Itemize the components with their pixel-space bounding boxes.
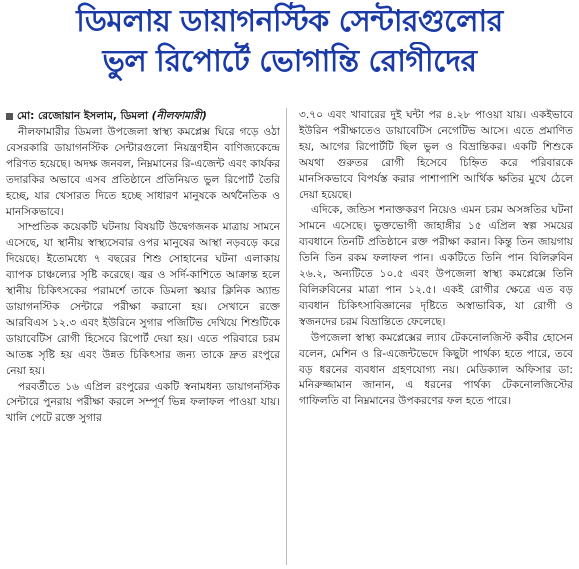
headline (6, 2, 573, 82)
square-bullet-icon (6, 113, 13, 120)
paragraph: পরবর্তীতে ১৬ এপ্রিল রংপুরের একটি স্বনামধন্য ডায়াগনস্টিক সেন্টারে পুনরায় পরীক্ষা করলে সম্পূর্ণ ভিন্ন ফলাফল পাওয়া যায়। খালি পেটে রক্তে সুগার (6, 380, 280, 425)
headline-line-1: ডিমলায় ডায়াগনস্টিক সেন্টারগুলোর (76, 4, 503, 39)
paragraph: ৩.৭০ এবং খাবারের দুই ঘন্টা পর ৪.২৮ পাওয়া যায়। একইভাবে ইউরিন পরীক্ষাতেও ডায়াবেটিস নেগেটিভ আসে। এতে প্রমাণিত হয়, আগের রিপোর্টটি ছিল ভুল ও বিভ্রান্তিকর। একটি শিশুকে অযথা গুরুতর রোগী হিসেবে চিহ্নিত করে পরিবারকে মানসিকভাবে বিপর্যস্ত করার পাশাপাশি আর্থিক ক্ষতির মুখে ঠেলে দেয়া হয়েছে। (299, 109, 573, 201)
headline-line-2: ভুল রিপোর্টে ভোগান্তি রোগীদের (102, 44, 477, 79)
right-column (299, 108, 573, 565)
paragraph: নীলফামারীর ডিমলা উপজেলা স্বাস্থ্য কমপ্লেক্স ঘিরে গড়ে ওঠা বেসরকারি ডায়াগনস্টিক সেন্টারগুলো নিয়ন্ত্রণহীন বাণিজ্যকেন্দ্রে পরিণত হয়েছে। অদক্ষ জনবল, নিম্নমানের রি-এজেন্ট এবং কার্যকর তদারকির অভাবে এসব প্রতিষ্ঠানে প্রতিনিয়ত ভুল রিপোর্ট তৈরি হচ্ছে, যার খেসারত দিতে হচ্ছে সাধারণ মানুষকে অর্থনৈতিক ও মানসিকভাবে। (6, 126, 280, 218)
byline-location: (নীলফামারী) (151, 110, 207, 122)
article-body (6, 108, 573, 565)
byline-author: মো: রেজোয়ান ইসলাম, ডিমলা (17, 110, 149, 122)
paragraph: সাম্প্রতিক কয়েকটি ঘটনায় বিষয়টি উদ্বেগজনক মাত্রায় সামনে এসেছে, যা স্থানীয় স্বাস্থ্যসেবার ওপর মানুষের আস্থা নড়বড়ে করে দিয়েছে। ইতোমধ্যে ৭ বছরের শিশু সোহানের ঘটনা এলাকায় ব্যাপক চাঞ্চল্যের সৃষ্টি করেছে। জ্বর ও সর্দি-কাশিতে আক্রান্ত হলে স্থানীয় চিকিৎসকের পরামর্শে তাকে ডিমলা স্কয়ার ক্লিনিক অ্যান্ড ডায়াগনস্টিক সেন্টারে পরীক্ষা করানো হয়। সেখানে রক্তে আরবিএস ১২.৩ এবং ইউরিনে সুগার পজিটিভ দেখিয়ে শিশুটিকে ডায়াবেটিস রোগী হিসেবে রিপোর্ট দেয়া হয়। এতে পরিবারে চরম আতঙ্ক সৃষ্টি হয় এবং উন্নত চিকিৎসার জন্য তাকে দ্রুত রংপুরে নেয়া হয়। (6, 221, 280, 377)
byline (6, 108, 280, 124)
left-column (6, 108, 287, 565)
paragraph: উপজেলা স্বাস্থ্য কমপ্লেক্সের ল্যাব টেকনোলজিস্ট কবীর হোসেন বলেন, মেশিন ও রি-এজেন্টভেদে কিছুটা পার্থক্য হতে পারে, তবে বড় ধরনের ব্যবধান গ্রহণযোগ্য নয়। মেডিক্যাল অফিসার ডা: মনিরুজ্জামান জানান, এ ধরনের পার্থক্য টেকনোলজিস্টের গাফিলতি বা নিম্নমানের উপকরণের ফল হতে পারে। (299, 331, 573, 408)
paragraph: এদিকে, জন্ডিস শনাক্তকরণ নিয়েও এমন চরম অসঙ্গতির ঘটনা সামনে এসেছে। ভুক্তভোগী জাহাঙ্গীর ১৫ এপ্রিল স্বল্প সময়ের ব্যবধানে তিনটি প্রতিষ্ঠানে রক্ত পরীক্ষা করান। কিন্তু তিন জায়গায় তিনি তিন রকম ফলাফল পান। একটিতে তিনি পান বিলিরুবিন ২৬.২, অন্যটিতে ১০.৫ এবং উপজেলা স্বাস্থ্য কমপ্লেক্সে তিনি বিলিরুবিনের মাত্রা পান ১২.৫। একই রোগীর ক্ষেত্রে এত বড় ব্যবধান চিকিৎসাবিজ্ঞানের দৃষ্টিতে অস্বাভাবিক, যা রোগী ও স্বজনদের চরম বিভ্রান্তিতে ফেলেছে। (299, 204, 573, 328)
